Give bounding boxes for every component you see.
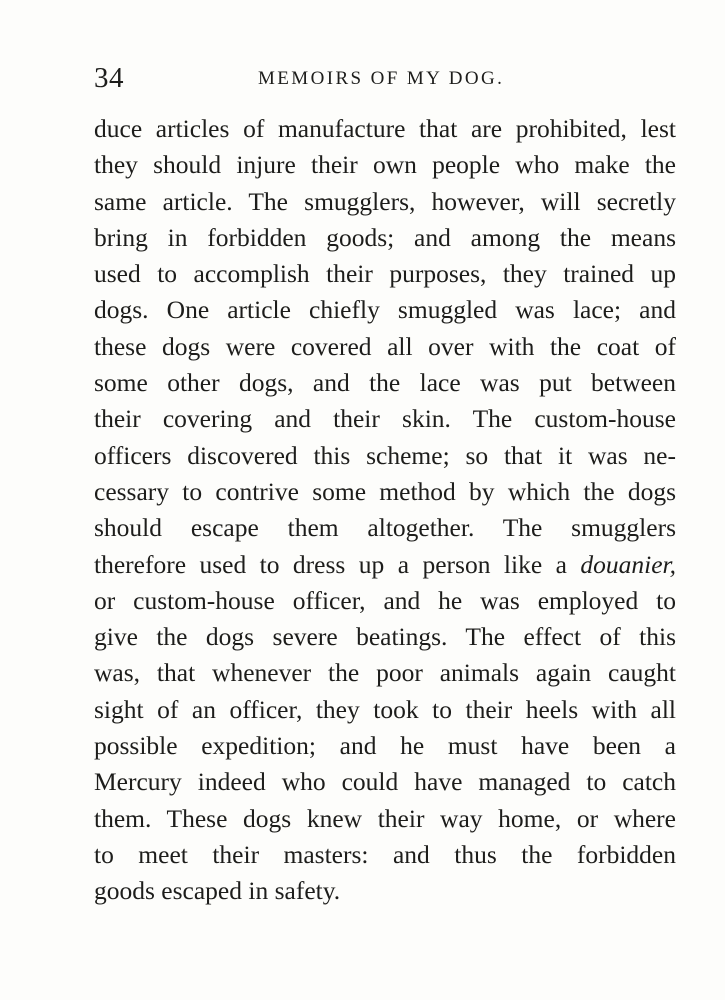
text-line: to meet their masters: and thus the forbidden	[94, 839, 676, 869]
text-line: used to accomplish their purposes, they trained up	[94, 259, 676, 289]
text-line: sight of an officer, they took to their heels with all	[94, 694, 676, 724]
text-line: was, that whenever the poor animals again caught	[94, 658, 676, 688]
text-line: bring in forbidden goods; and among the means	[94, 222, 676, 252]
text-line: officers discovered this scheme; so that it was ne-	[94, 440, 676, 470]
page-header	[94, 58, 674, 98]
text-line: their covering and their skin. The custom-house	[94, 404, 676, 434]
page-number: 34	[94, 62, 124, 94]
text-line: duce articles of manufacture that are prohibited, lest	[94, 114, 676, 143]
text-line: Mercury indeed who could have managed to catch	[94, 767, 676, 797]
italic-term: douanier,	[580, 549, 677, 579]
text-line: should escape them altogether. The smugglers	[94, 513, 676, 543]
text-line: possible expedition; and he must have been a	[94, 731, 676, 761]
text-line: they should injure their own people who make the	[94, 150, 676, 180]
text-line: these dogs were covered all over with the coat of	[94, 331, 676, 361]
body-paragraph	[94, 111, 676, 910]
text-line: them. These dogs knew their way home, or where	[94, 803, 676, 833]
text-line: or custom-house officer, and he was employed to	[94, 585, 676, 615]
text-line-with-italic	[94, 547, 676, 583]
text-line: cessary to contrive some method by which the dogs	[94, 476, 676, 506]
text-line-last: goods escaped in safety.	[94, 876, 341, 906]
text-line-start: therefore used to dress up a person like a	[94, 549, 567, 579]
text-line: some other dogs, and the lace was put between	[94, 368, 676, 398]
text-line: dogs. One article chiefly smuggled was lace; and	[94, 295, 676, 325]
running-title: MEMOIRS OF MY DOG.	[258, 68, 505, 89]
text-line: give the dogs severe beatings. The effect of this	[94, 622, 676, 652]
text-line: same article. The smugglers, however, will secretly	[94, 186, 676, 216]
